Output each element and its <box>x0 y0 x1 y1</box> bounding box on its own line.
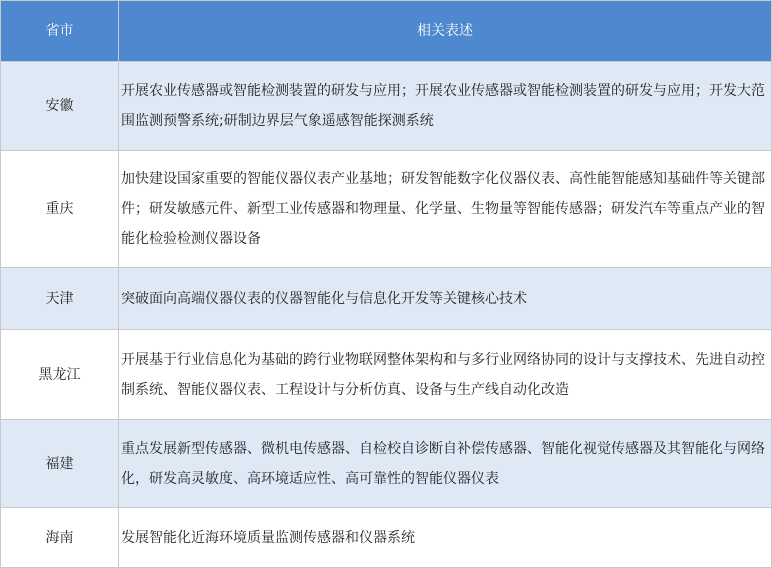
province-cell: 福建 <box>1 420 119 508</box>
province-cell: 重庆 <box>1 151 119 268</box>
column-header-description: 相关表述 <box>119 1 772 62</box>
table-row <box>1 268 772 330</box>
province-cell: 安徽 <box>1 62 119 151</box>
description-cell: 开展基于行业信息化为基础的跨行业物联网整体架构和与多行业网络协同的设计与支撑技术、先进自动控制系统、智能仪器仪表、工程设计与分析仿真、设备与生产线自动化改造 <box>119 330 772 420</box>
description-cell: 加快建设国家重要的智能仪器仪表产业基地；研发智能数字化仪器仪表、高性能智能感知基础件等关键部件；研发敏感元件、新型工业传感器和物理量、化学量、生物量等智能传感器；研发汽车等重点产业的智能化检验检测仪器设备 <box>119 151 772 268</box>
table-row <box>1 330 772 420</box>
table-row <box>1 420 772 508</box>
description-cell: 发展智能化近海环境质量监测传感器和仪器系统 <box>119 508 772 568</box>
province-cell: 海南 <box>1 508 119 568</box>
description-cell: 重点发展新型传感器、微机电传感器、自检校自诊断自补偿传感器、智能化视觉传感器及其智能化与网络化，研发高灵敏度、高环境适应性、高可靠性的智能仪器仪表 <box>119 420 772 508</box>
description-cell: 开展农业传感器或智能检测装置的研发与应用；开展农业传感器或智能检测装置的研发与应用；开发大范围监测预警系统;研制边界层气象遥感智能探测系统 <box>119 62 772 151</box>
table-header-row <box>1 1 772 62</box>
column-header-province: 省市 <box>1 1 119 62</box>
province-cell: 黑龙江 <box>1 330 119 420</box>
table-row <box>1 62 772 151</box>
table-row <box>1 151 772 268</box>
province-cell: 天津 <box>1 268 119 330</box>
table-row <box>1 508 772 568</box>
description-cell: 突破面向高端仪器仪表的仪器智能化与信息化开发等关键核心技术 <box>119 268 772 330</box>
